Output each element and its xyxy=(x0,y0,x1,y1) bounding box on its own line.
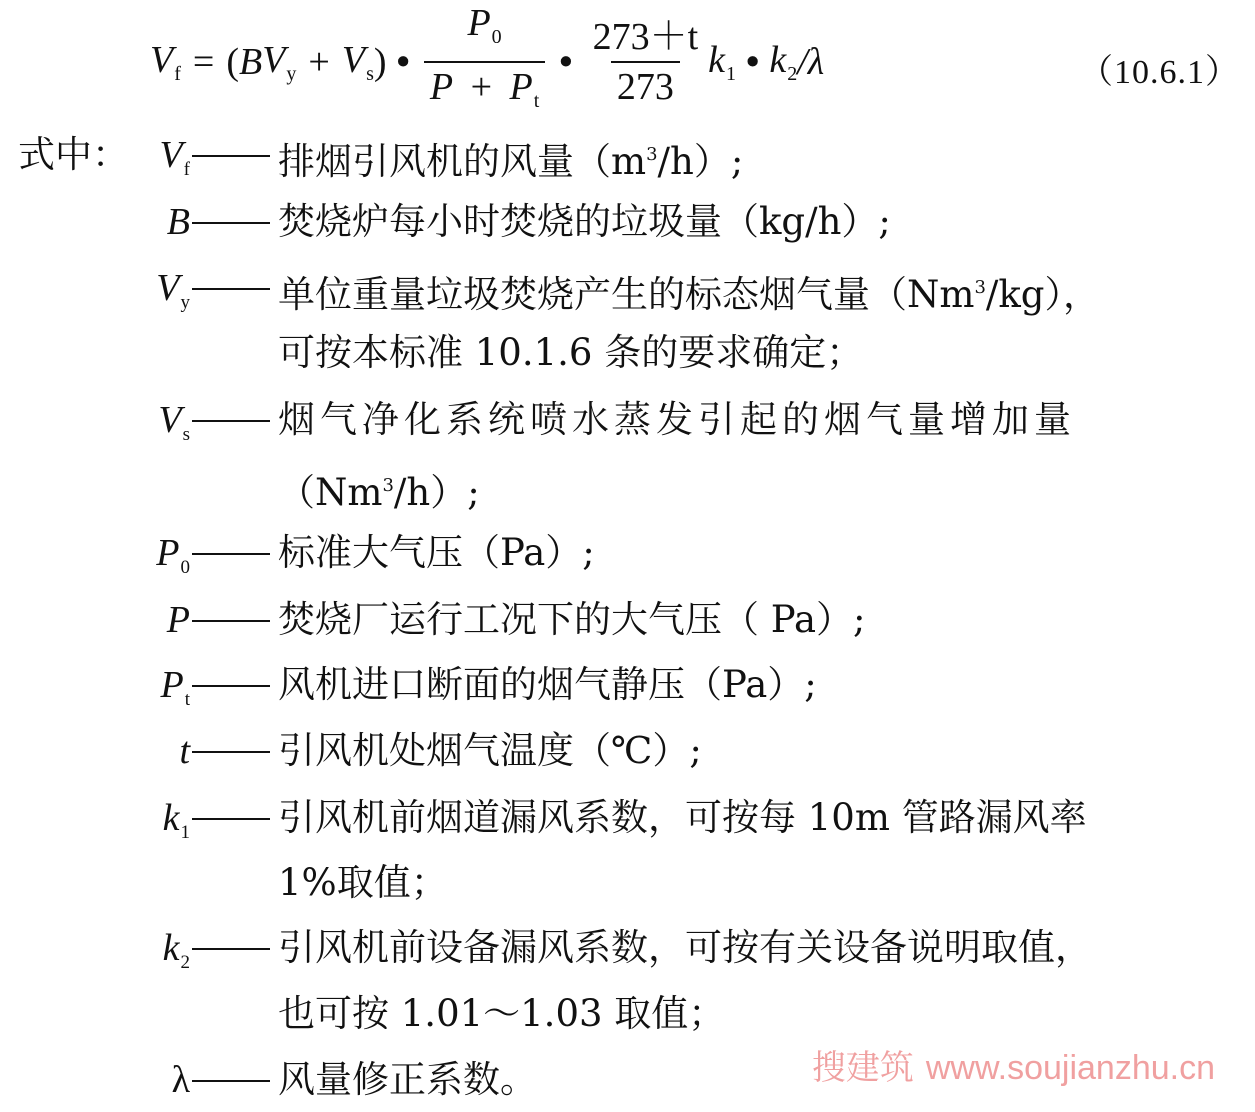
where-prefix: 式中： xyxy=(18,133,129,176)
fraction-temperature xyxy=(587,17,705,107)
symbol-k2: $k_2$ xyxy=(162,927,190,973)
symbol-vs: $V_s$ xyxy=(158,399,190,445)
definition-continuation: 1%取值； xyxy=(278,861,448,904)
symbol-p: P xyxy=(166,599,190,641)
term-k2: $k_2$ xyxy=(769,39,798,85)
plus-sign: + xyxy=(308,41,330,83)
definition-continuation: （Nm$^3$/h）; xyxy=(278,471,480,514)
definition-text: 引风机前烟道漏风系数，可按每 10m 管路漏风率 xyxy=(278,796,1087,839)
definition-text: 风机进口断面的烟气静压（Pa）; xyxy=(278,663,817,706)
em-dash xyxy=(192,288,270,290)
dot-operator-2: • xyxy=(559,41,573,83)
symbol-b: B xyxy=(166,201,190,243)
watermark-brand: 搜建筑 xyxy=(811,1048,914,1088)
symbol-lambda: λ xyxy=(171,1059,190,1101)
watermark-url: www.soujianzhu.cn xyxy=(925,1049,1215,1087)
symbol-vf: $V_f$ xyxy=(159,134,190,180)
definition-text: 烟气净化系统喷水蒸发引起的烟气量增加量 xyxy=(278,398,1076,441)
symbol-t: t xyxy=(179,730,190,772)
definition-text: 风量修正系数。 xyxy=(278,1058,537,1101)
symbol-vy: $V_y$ xyxy=(156,267,190,313)
watermark xyxy=(812,1040,1215,1089)
em-dash xyxy=(192,751,270,753)
em-dash xyxy=(192,948,270,950)
dot-operator-1: • xyxy=(396,41,410,83)
frac1-numerator: $P_0$ xyxy=(467,2,502,48)
term-vs: $V_s$ xyxy=(341,39,374,85)
definition-text: 标准大气压（Pa）; xyxy=(278,531,595,574)
em-dash xyxy=(192,553,270,555)
paren-open: ( xyxy=(226,41,239,83)
em-dash xyxy=(192,222,270,224)
dot-operator-3: • xyxy=(746,41,760,83)
definition-text: 排烟引风机的风量$(m^3/h)$; xyxy=(278,140,744,183)
definition-continuation: 也可按 1.01～1.03 取值； xyxy=(278,992,726,1035)
term-vy: $V_y$ xyxy=(262,39,297,85)
formula xyxy=(150,2,1240,112)
symbol-k1: $k_1$ xyxy=(162,797,190,843)
em-dash xyxy=(192,620,270,622)
equals-sign: = xyxy=(192,41,215,83)
em-dash xyxy=(192,818,270,820)
symbol-pt: $P_t$ xyxy=(160,664,190,710)
frac2-numerator: 273＋t xyxy=(592,16,699,58)
equation-number: （10.6.1） xyxy=(1079,54,1240,91)
em-dash xyxy=(192,420,270,422)
definition-text: 焚烧炉每小时焚烧的垃圾量（kg/h）; xyxy=(278,200,891,243)
formula-lhs: $V_f$ xyxy=(150,39,181,85)
em-dash xyxy=(192,1080,270,1082)
frac2-denominator: 273 xyxy=(611,61,680,107)
definition-text: 引风机前设备漏风系数，可按有关设备说明取值， xyxy=(278,926,1092,969)
definition-text: 单位重量垃圾焚烧产生的标态烟气量（Nm$^3$/kg）， xyxy=(278,273,1100,316)
fraction-pressure xyxy=(424,3,545,121)
term-b: B xyxy=(238,41,263,83)
term-div-lambda: /λ xyxy=(797,41,825,83)
frac1-denominator: $P + P_t$ xyxy=(424,61,545,121)
em-dash xyxy=(192,155,270,157)
term-k1: $k_1$ xyxy=(708,39,737,85)
symbol-p0: $P_0$ xyxy=(156,532,190,578)
definition-continuation: 可按本标准 10.1.6 条的要求确定； xyxy=(278,331,864,374)
definition-text: 焚烧厂运行工况下的大气压（ Pa）; xyxy=(278,598,866,641)
em-dash xyxy=(192,685,270,687)
definition-text: 引风机处烟气温度（℃）; xyxy=(278,729,702,772)
paren-close: ) xyxy=(373,41,387,83)
